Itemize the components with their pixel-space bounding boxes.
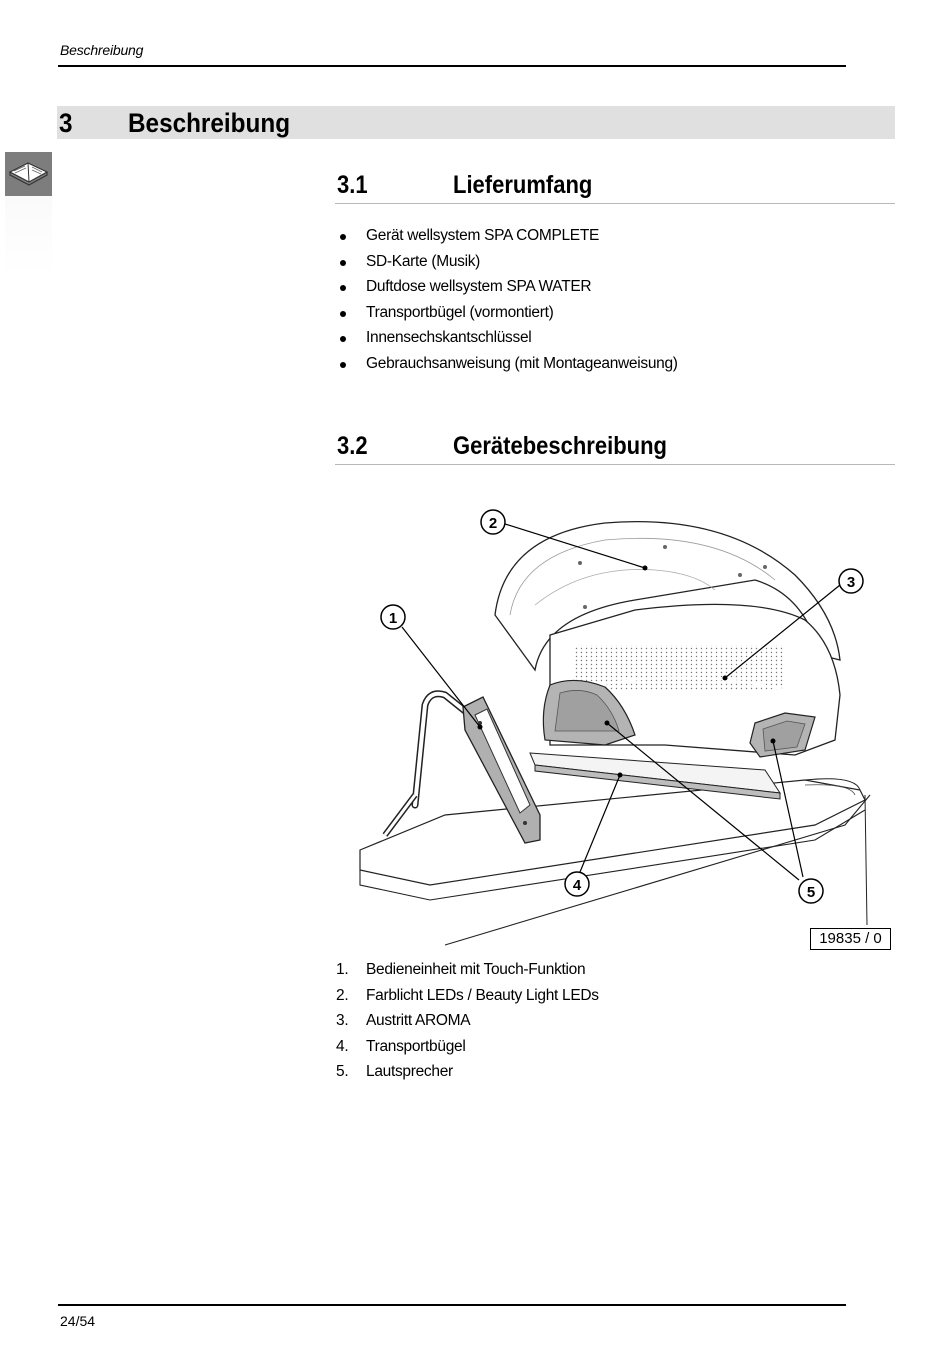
- header-rule: [58, 65, 846, 67]
- callout-label: 1: [388, 610, 398, 627]
- section-number: 3.2: [337, 432, 368, 460]
- list-item: Duftdose wellsystem SPA WATER: [336, 278, 678, 304]
- list-item: SD-Karte (Musik): [336, 253, 678, 279]
- chapter-heading: [57, 106, 895, 139]
- item-number: 4.: [336, 1037, 349, 1055]
- callout-label: 4: [572, 877, 582, 894]
- list-item: [336, 987, 599, 1013]
- item-number: 3.: [336, 1012, 349, 1029]
- callout-label: 5: [806, 884, 816, 901]
- list-item: Innensechskantschlüssel: [336, 329, 678, 355]
- list-item: Transportbügel (vormontiert): [336, 304, 678, 330]
- list-item: [336, 961, 599, 987]
- footer-rule: [58, 1304, 846, 1306]
- callout-label: 3: [846, 574, 856, 591]
- device-illustration: [335, 495, 895, 955]
- item-number: 1.: [336, 961, 349, 978]
- side-tab: [5, 152, 52, 196]
- list-item: Gebrauchsanweisung (mit Montageanweisung): [336, 355, 678, 381]
- list-item: [336, 1012, 599, 1038]
- open-book-icon: [5, 152, 52, 196]
- callout-2: [481, 510, 505, 534]
- callout-4: [565, 872, 589, 896]
- component-legend: [336, 961, 599, 1089]
- chapter-title: Beschreibung: [128, 108, 291, 138]
- callout-3: [839, 569, 863, 593]
- item-text: Bedieneinheit mit Touch-Funktion: [366, 961, 586, 978]
- section-title: Lieferumfang: [453, 171, 593, 199]
- chapter-number: 3: [59, 108, 73, 138]
- callout-1: [381, 605, 405, 629]
- delivery-list: [336, 227, 678, 380]
- item-text: Austritt AROMA: [366, 1012, 471, 1029]
- item-number: 5.: [336, 1063, 349, 1080]
- running-header: Beschreibung: [60, 42, 144, 58]
- section-heading-lieferumfang: [335, 173, 895, 204]
- section-number: 3.1: [337, 171, 368, 199]
- page-number: 24/54: [60, 1313, 96, 1329]
- list-item: [336, 1038, 599, 1064]
- side-tab-shade: [5, 196, 52, 276]
- section-title: Gerätebeschreibung: [453, 432, 667, 460]
- figure-reference: 19835 / 0: [810, 928, 891, 950]
- callout-5: [799, 879, 823, 903]
- item-number: 2.: [336, 986, 349, 1004]
- section-heading-geraetebeschreibung: [335, 434, 895, 465]
- item-text: Transportbügel: [366, 1037, 466, 1055]
- list-item: [336, 1063, 599, 1089]
- list-item: Gerät wellsystem SPA COMPLETE: [336, 227, 678, 253]
- item-text: Farblicht LEDs / Beauty Light LEDs: [366, 986, 599, 1004]
- callout-label: 2: [488, 515, 498, 532]
- item-text: Lautsprecher: [366, 1063, 453, 1080]
